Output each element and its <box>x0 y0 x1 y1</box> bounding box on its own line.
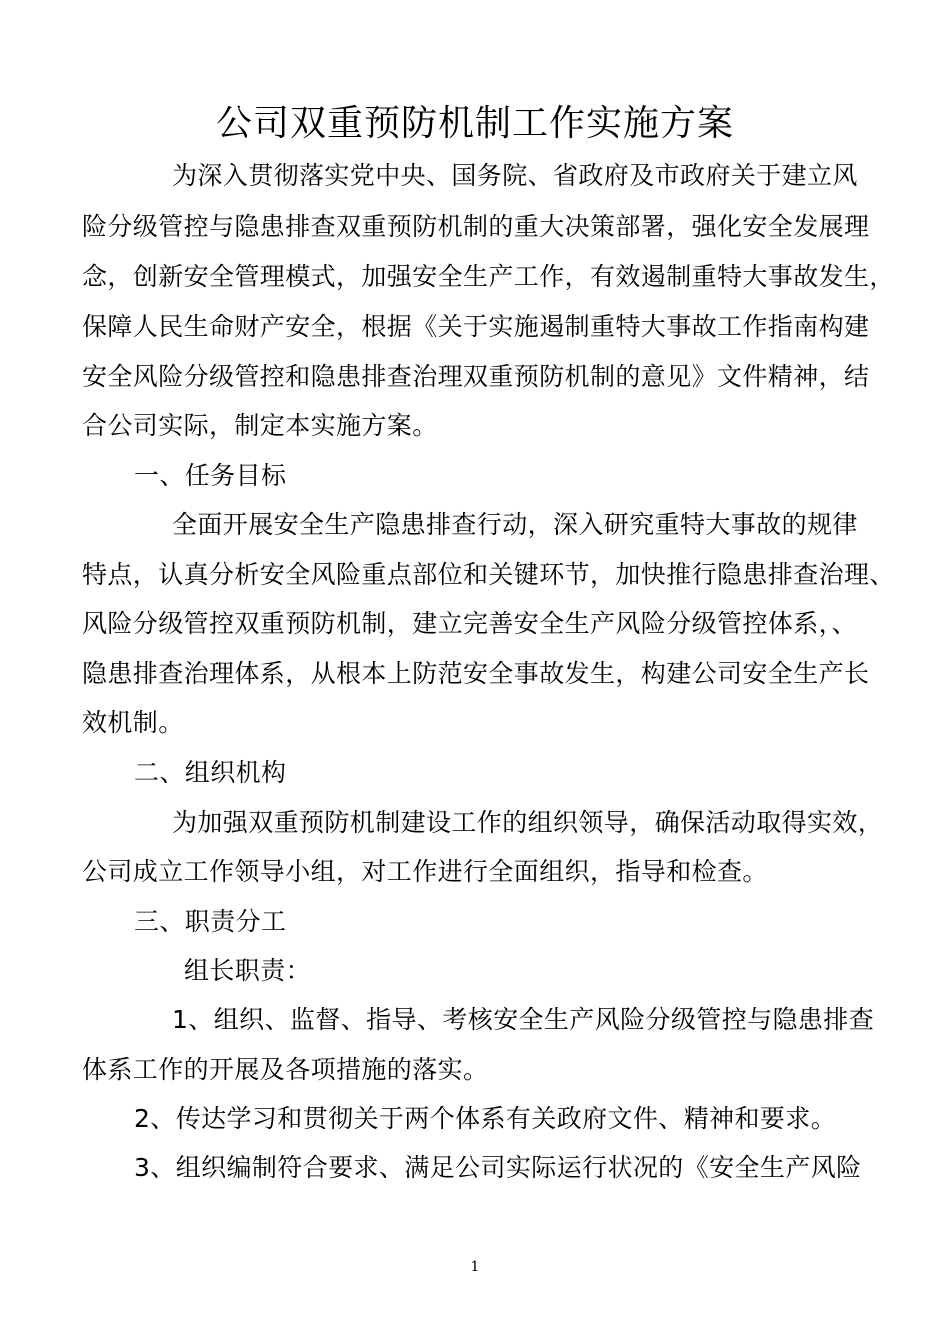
paragraph-line: 公司成立工作领导小组，对工作进行全面组织，指导和检查。 <box>82 857 768 886</box>
paragraph-line: 效机制。 <box>82 708 184 737</box>
paragraph-line: 为加强双重预防机制建设工作的组织领导，确保活动取得实效， <box>172 808 884 837</box>
page-number: 1 <box>470 1259 480 1275</box>
document-title: 公司双重预防机制工作实施方案 <box>215 103 734 144</box>
paragraph-line: 全面开展安全生产隐患排查行动，深入研究重特大事故的规律 <box>172 510 858 539</box>
paragraph-line: 合公司实际，制定本实施方案。 <box>82 411 438 440</box>
paragraph-line: 组长职责： <box>184 956 312 985</box>
paragraph-line: 3、组织编制符合要求、满足公司实际运行状况的《安全生产风险 <box>134 1153 862 1182</box>
section-heading: 一、任务目标 <box>134 461 287 490</box>
section-heading: 三、职责分工 <box>134 907 287 936</box>
paragraph-line: 安全风险分级管控和隐患排查治理双重预防机制的意见》文件精神，结 <box>82 362 870 391</box>
paragraph-line: 为深入贯彻落实党中央、国务院、省政府及市政府关于建立风 <box>172 161 858 190</box>
paragraph-line: 2、传达学习和贯彻关于两个体系有关政府文件、精神和要求。 <box>134 1104 837 1133</box>
paragraph-line: 特点，认真分析安全风险重点部位和关键环节，加快推行隐患排查治理、 <box>82 560 895 589</box>
paragraph-line: 1、组织、监督、指导、考核安全生产风险分级管控与隐患排查 <box>172 1005 875 1034</box>
paragraph-line: 风险分级管控双重预防机制，建立完善安全生产风险分级管控体系，、 <box>82 609 857 638</box>
paragraph-line: 隐患排查治理体系，从根本上防范安全事故发生，构建公司安全生产长 <box>82 659 870 688</box>
paragraph-line: 念，创新安全管理模式，加强安全生产工作，有效遏制重特大事故发生， <box>82 262 895 291</box>
paragraph-line: 体系工作的开展及各项措施的落实。 <box>82 1055 489 1084</box>
section-heading: 二、组织机构 <box>134 758 287 787</box>
paragraph-line: 保障人民生命财产安全，根据《关于实施遏制重特大事故工作指南构建 <box>82 312 870 341</box>
paragraph-line: 险分级管控与隐患排查双重预防机制的重大决策部署，强化安全发展理 <box>82 212 870 241</box>
